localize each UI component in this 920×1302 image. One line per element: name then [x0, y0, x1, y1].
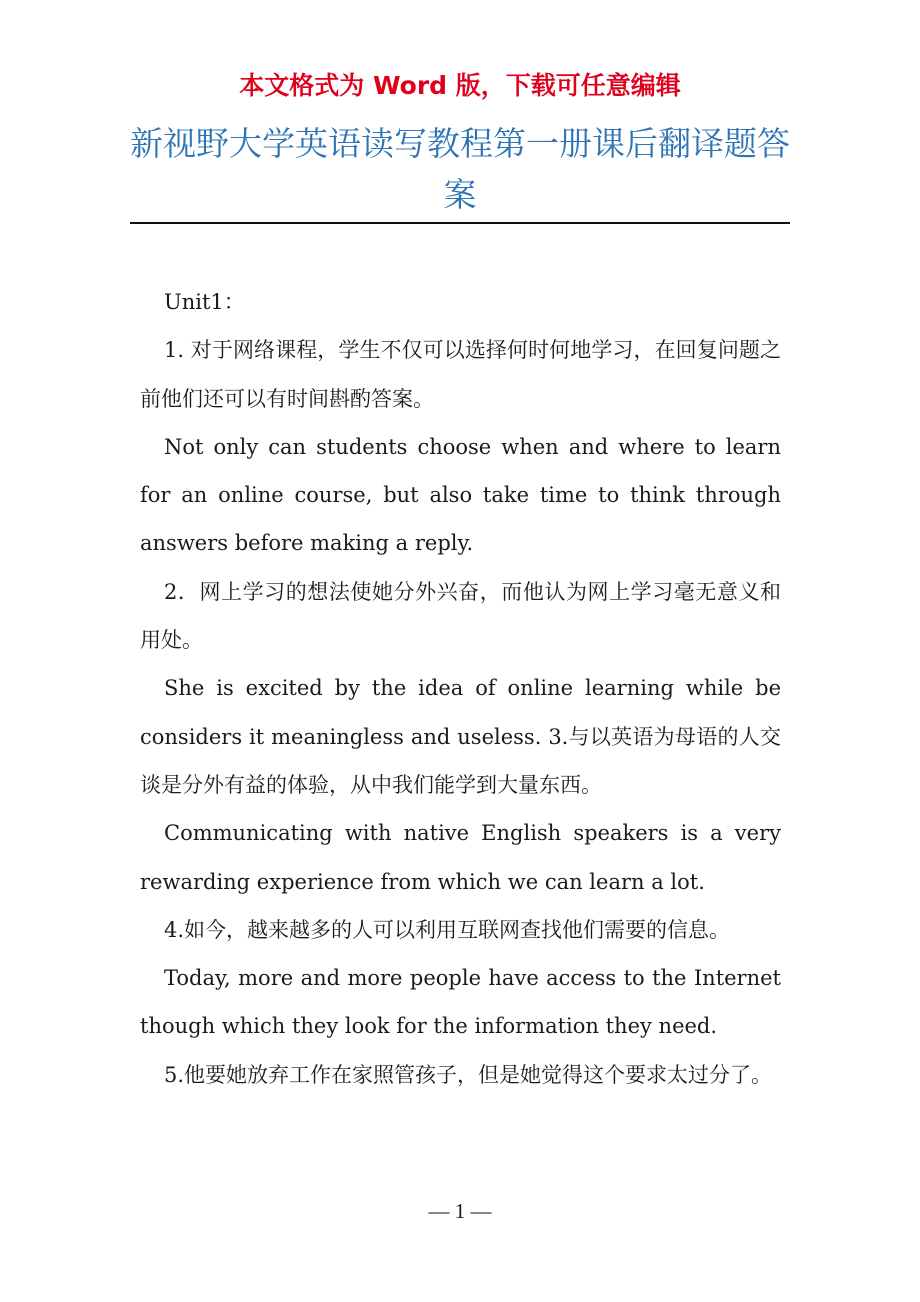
paragraph: 1. 对于网络课程，学生不仅可以选择何时何地学习，在回复问题之前他们还可以有时间斟酌答案。: [140, 338, 781, 411]
paragraph: 5.他要她放弃工作在家照管孩子，但是她觉得这个要求太过分了。: [164, 1062, 773, 1087]
paragraph: 4.如今，越来越多的人可以利用互联网查找他们需要的信息。: [164, 917, 731, 942]
page-number: — 1 —: [428, 1199, 492, 1223]
paragraph: 2．网上学习的想法使她分外兴奋，而他认为网上学习毫无意义和用处。: [140, 579, 781, 653]
paragraph: Communicating with native English speakers is a very rewarding experience from which we can learn a lot.: [140, 821, 781, 894]
paragraph: She is excited by the idea of online learning while be considers it meaningless and useless. 3.与以英语为母语的人交谈是分外有益的体验，从中我们能学到大量东西。: [140, 676, 781, 797]
paragraph: Today, more and more people have access to the Internet though which they look for the information they need.: [140, 966, 781, 1039]
document-title: 新视野大学英语读写教程第一册课后翻译题答案: [130, 124, 790, 214]
title-divider: [130, 222, 790, 224]
editable-notice: 本文格式为 Word 版，下载可任意编辑: [239, 71, 681, 100]
document-body: [140, 278, 781, 1099]
unit-heading: Unit1：: [164, 290, 245, 314]
paragraph: Not only can students choose when and where to learn for an online course, but also take time to think through answers before making a reply.: [140, 434, 781, 556]
